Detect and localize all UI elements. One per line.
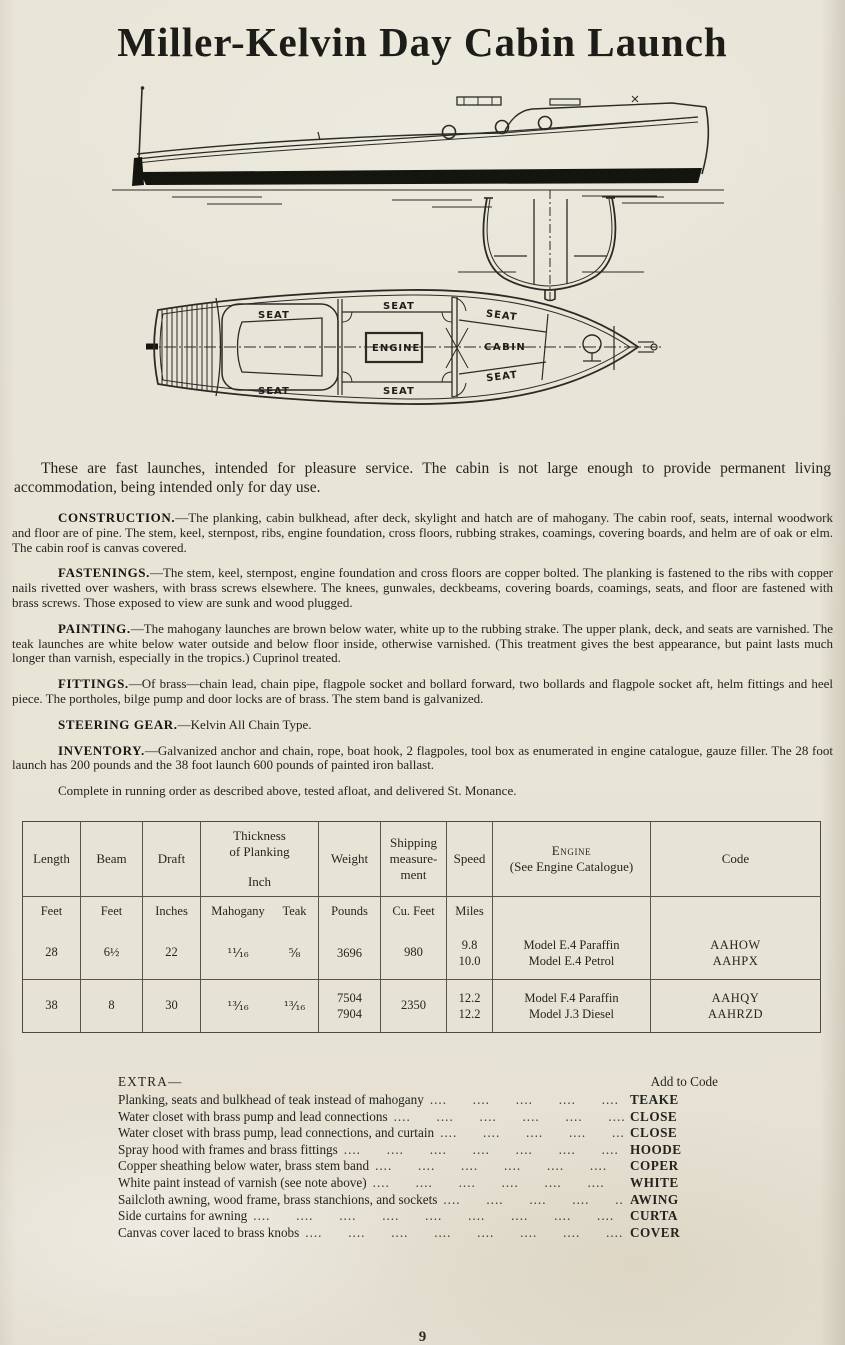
table-row-28ft: 28 6½ 22 ¹¹⁄₁₆ ⅝ 3696 980 9.8 10.0 Model E.4 Paraffin Model E.4 Petrol AAHOW AAHPX bbox=[23, 927, 821, 980]
dot-leader bbox=[305, 1225, 624, 1242]
col-engine: Engine (See Engine Catalogue) bbox=[493, 821, 651, 896]
inventory-heading: INVENTORY. bbox=[58, 742, 145, 758]
extra-item: Spray hood with frames and brass fittings .... HOODE bbox=[118, 1142, 718, 1159]
col-shipping: Shipping measure- ment bbox=[381, 821, 447, 896]
deck-plan-drawing bbox=[146, 280, 668, 418]
extra-item: White paint instead of varnish (see note above) .... WHITE bbox=[118, 1175, 718, 1192]
seat-label: SEAT bbox=[383, 301, 415, 312]
painting-heading: PAINTING. bbox=[58, 620, 131, 636]
fittings-heading: FITTINGS. bbox=[58, 676, 129, 692]
dot-leader bbox=[375, 1158, 624, 1175]
cabin-label: CABIN bbox=[484, 342, 527, 353]
seat-label: SEAT bbox=[383, 386, 415, 397]
dot-leader bbox=[430, 1092, 624, 1109]
dot-leader bbox=[344, 1142, 624, 1159]
table-row-38ft: 38 8 30 ¹³⁄₁₆ ¹³⁄₁₆ 7504 7904 2350 12.2 12.2 Model F.4 Paraffin Model J.3 Diesel AAHQY AAHRZD bbox=[23, 979, 821, 1032]
dot-leader bbox=[394, 1109, 624, 1126]
seat-label: SEAT bbox=[258, 386, 290, 397]
col-thickness: Thickness of Planking Inch bbox=[201, 821, 319, 896]
table-units-row: Feet Feet Inches Mahogany Teak Pounds Cu. Feet Miles bbox=[23, 896, 821, 927]
extra-item: Sailcloth awning, wood frame, brass stanchions, and sockets .... AWING bbox=[118, 1192, 718, 1209]
dot-leader bbox=[373, 1175, 624, 1192]
seat-label: SEAT bbox=[485, 308, 519, 324]
col-weight: Weight bbox=[319, 821, 381, 896]
extra-item: Copper sheathing below water, brass stem band .... COPER bbox=[118, 1158, 718, 1175]
engine-label: ENGINE bbox=[372, 343, 421, 354]
dot-leader bbox=[253, 1208, 624, 1225]
steering-gear-heading: STEERING GEAR. bbox=[58, 716, 178, 732]
col-beam: Beam bbox=[81, 821, 143, 896]
page-number: 9 bbox=[418, 1329, 427, 1345]
intro-paragraph: These are fast launches, intended for pleasure service. The cabin is not large enough to provide permanent living accommodation, being intended only for day use. bbox=[14, 460, 831, 496]
dot-leader bbox=[440, 1125, 624, 1142]
extras-heading: EXTRA— bbox=[118, 1073, 183, 1089]
boat-drawings bbox=[0, 82, 845, 418]
closing-line: Complete in running order as described above, tested afloat, and delivered St. Monance. bbox=[58, 783, 517, 799]
construction-paragraph: CONSTRUCTION.—The planking, cabin bulkhead, after deck, skylight and hatch are of mahogany. The cabin roof, seats, internal woodwork and floor are of pine. The stem, keel, sternpost, ribs, engine foundation, cross floors, rubbing strakes, coamings, covering boards, and helm are of oak or elm. The cabin roof is canvas covered. bbox=[12, 510, 833, 555]
specification-text bbox=[12, 511, 833, 799]
page-title: Miller-Kelvin Day Cabin Launch bbox=[117, 19, 728, 65]
fittings-paragraph: FITTINGS.—Of brass—chain lead, chain pipe, flagpole socket and bollard forward, two bollards and flagpole socket aft, helm fittings and heel piece. The portholes, bilge pump and door locks are of brass. The stem band is galvanized. bbox=[12, 676, 833, 706]
painting-paragraph: PAINTING.—The mahogany launches are brown below water, white up to the rubbing strake. The upper plank, deck, and seats are varnished. The teak launches are white below water outside and below floor inside, otherwise varnished. (This treatment gives the best appearance, but paint lasts much longer than varnish, especially in the tropics.) Cuprinol treated. bbox=[12, 620, 833, 666]
fastenings-heading: FASTENINGS. bbox=[58, 565, 150, 581]
extra-item: Canvas cover laced to brass knobs .... COVER bbox=[118, 1225, 718, 1242]
seat-label: SEAT bbox=[485, 369, 519, 385]
extra-item: Planking, seats and bulkhead of teak instead of mahogany .... TEAKE bbox=[118, 1092, 718, 1109]
extra-item: Water closet with brass pump and lead connections .... CLOSE bbox=[118, 1109, 718, 1126]
extras-section bbox=[118, 1073, 718, 1241]
inventory-paragraph: INVENTORY.—Galvanized anchor and chain, rope, boat hook, 2 flagpoles, tool box as enumerated in engine catalogue, gauze filler. The 28 foot launch has 200 pounds and the 38 foot launch 600 pounds of painted iron ballast. bbox=[12, 742, 833, 773]
extra-item: Water closet with brass pump, lead connections, and curtain .... CLOSE bbox=[118, 1125, 718, 1142]
dot-leader bbox=[443, 1192, 624, 1209]
steering-gear-paragraph: STEERING GEAR.—Kelvin All Chain Type. bbox=[58, 716, 312, 732]
specifications-table bbox=[22, 821, 821, 1033]
add-to-code-label: Add to Code bbox=[650, 1073, 718, 1089]
col-draft: Draft bbox=[143, 821, 201, 896]
extra-item: Side curtains for awning .... CURTA bbox=[118, 1208, 718, 1225]
table-header-row bbox=[23, 821, 821, 896]
construction-heading: CONSTRUCTION. bbox=[58, 510, 176, 525]
col-length: Length bbox=[23, 821, 81, 896]
fastenings-paragraph: FASTENINGS.—The stem, keel, sternpost, engine foundation and cross floors are copper bolted. The planking is fastened to the ribs with copper nails rivetted over washers, with brass screws elsewhere. The knees, gunwales, deckbeams, covering boards, coamings, seats, and floor are fastened with brass screws. Those exposed to view are sunk and wood plugged. bbox=[12, 565, 833, 610]
seat-label: SEAT bbox=[258, 310, 290, 321]
col-code: Code bbox=[651, 821, 821, 896]
col-speed: Speed bbox=[447, 821, 493, 896]
